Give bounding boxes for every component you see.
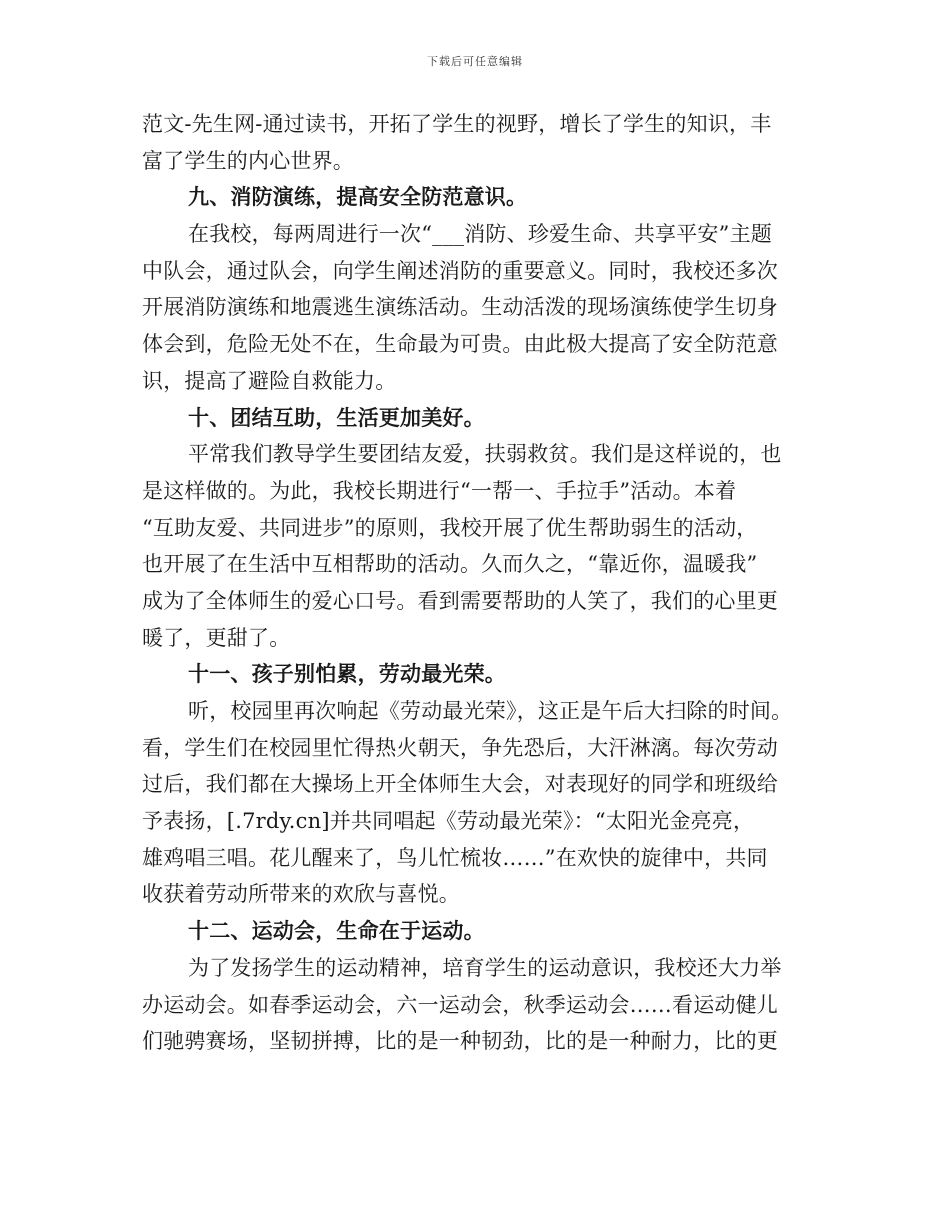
body-line: 在我校，每两周进行一次“___消防、珍爱生命、共享平安”主题 — [188, 222, 772, 247]
body-line: 是这样做的。为此，我校长期进行“一帮一、手拉手”活动。本着 — [142, 478, 737, 503]
body-line: 成为了全体师生的爱心口号。看到需要帮助的人笑了，我们的心里更 — [142, 588, 778, 613]
body-line: 暖了，更甜了。 — [142, 625, 291, 650]
page-header: 下载后可任意编辑 — [427, 55, 523, 68]
body-line: “互助友爱、共同进步”的原则，我校开展了优生帮助弱生的活动， — [142, 515, 758, 540]
body-line: 识，提高了避险自救能力。 — [142, 368, 397, 393]
document-body — [142, 106, 822, 1060]
body-line: 们驰骋赛场，坚韧拼搏，比的是一种韧劲，比的是一种耐力，比的更 — [142, 1029, 778, 1054]
body-line: 予表扬，[.7rdy.cn]并共同唱起《劳动最光荣》：“太阳光金亮亮， — [142, 809, 755, 834]
body-line: 富了学生的内心世界。 — [142, 148, 354, 173]
section-heading: 十、团结互助，生活更加美好。 — [188, 404, 485, 430]
body-line: 也开展了在生活中互相帮助的活动。久而久之，“靠近你，温暖我” — [142, 552, 758, 577]
body-line: 雄鸡唱三唱。花儿醒来了，鸟儿忙梳妆……”在欢快的旋律中，共同 — [142, 845, 768, 870]
body-line: 范文-先生网-通过读书，开拓了学生的视野，增长了学生的知识，丰 — [142, 112, 772, 136]
body-line: 平常我们教导学生要团结友爱，扶弱救贫。我们是这样说的，也 — [188, 442, 782, 467]
body-line: 中队会，通过队会，向学生阐述消防的重要意义。同时，我校还多次 — [142, 258, 778, 283]
body-line: 看，学生们在校园里忙得热火朝天，争先恐后，大汗淋漓。每次劳动 — [142, 735, 778, 760]
body-line: 听，校园里再次响起《劳动最光荣》，这正是午后大扫除的时间。 — [188, 699, 793, 723]
body-line: 过后，我们都在大操场上开全体师生大会，对表现好的同学和班级给 — [142, 772, 778, 797]
section-heading: 十二、运动会，生命在于运动。 — [188, 918, 485, 944]
body-line: 体会到，危险无处不在，生命最为可贵。由此极大提高了安全防范意 — [142, 332, 778, 357]
body-line: 为了发扬学生的运动精神，培育学生的运动意识，我校还大力举 — [188, 955, 782, 980]
section-heading: 九、消防演练，提高安全防范意识。 — [188, 184, 528, 210]
body-line: 办运动会。如春季运动会，六一运动会，秋季运动会……看运动健儿 — [142, 992, 778, 1017]
section-heading: 十一、孩子别怕累，劳动最光荣。 — [188, 661, 506, 687]
body-line: 收获着劳动所带来的欢欣与喜悦。 — [142, 882, 460, 907]
body-line: 开展消防演练和地震逃生演练活动。生动活泼的现场演练使学生切身 — [142, 295, 778, 320]
